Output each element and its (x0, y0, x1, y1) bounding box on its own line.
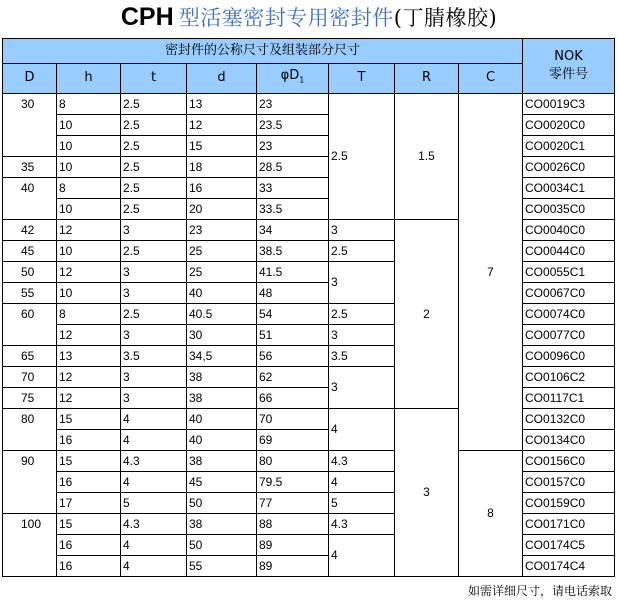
cell-part-number: CO0067C0 (523, 282, 615, 303)
cell-D: 55 (3, 282, 57, 303)
cell-d: 40 (187, 429, 257, 450)
table-row (3, 345, 615, 366)
cell-phiD1: 79.5 (257, 471, 329, 492)
cell-T: 4 (329, 471, 395, 492)
cell-t: 3.5 (121, 345, 187, 366)
cell-d: 50 (187, 534, 257, 555)
table-row (3, 219, 615, 240)
table-row (3, 198, 615, 219)
col-header-phiD1 (257, 64, 329, 94)
cell-h: 12 (57, 219, 121, 240)
seal-dimension-table (2, 38, 615, 577)
cell-part-number: CO0157C0 (523, 471, 615, 492)
cell-phiD1: 66 (257, 387, 329, 408)
footnote: 如需详细尺寸，请电话索取 (467, 584, 612, 598)
table-row (3, 387, 615, 408)
cell-T: 3 (329, 324, 395, 345)
cell-phiD1: 33.5 (257, 198, 329, 219)
cell-d: 38 (187, 366, 257, 387)
cell-phiD1: 41.5 (257, 261, 329, 282)
cell-T: 3 (329, 219, 395, 240)
group-header: 密封件的公称尺寸及组装部分尺寸 (3, 39, 523, 64)
cell-T: 4 (329, 408, 395, 450)
cell-h: 8 (57, 303, 121, 324)
col-header-D: D (3, 64, 57, 94)
cell-phiD1: 23 (257, 93, 329, 114)
phiD1-label: φD (280, 68, 300, 83)
cell-h: 10 (57, 198, 121, 219)
cell-d: 45 (187, 471, 257, 492)
cell-D: 30 (3, 93, 57, 156)
cell-h: 16 (57, 555, 121, 576)
cell-t: 3 (121, 387, 187, 408)
title-type: 型活塞密封专用密封件 (178, 6, 394, 30)
cell-d: 40.5 (187, 303, 257, 324)
cell-h: 10 (57, 114, 121, 135)
cell-T: 3.5 (329, 345, 395, 366)
table-row (3, 240, 615, 261)
cell-part-number: CO0020C1 (523, 135, 615, 156)
cell-phiD1: 70 (257, 408, 329, 429)
cell-phiD1: 89 (257, 534, 329, 555)
col-header-T: T (329, 64, 395, 94)
cell-d: 50 (187, 492, 257, 513)
col-header-R: R (395, 64, 459, 94)
cell-h: 16 (57, 429, 121, 450)
table-row (3, 135, 615, 156)
cell-t: 4 (121, 429, 187, 450)
table-row (3, 366, 615, 387)
cell-phiD1: 80 (257, 450, 329, 471)
cell-h: 10 (57, 156, 121, 177)
cell-T: 3 (329, 261, 395, 303)
cell-D: 100 (3, 513, 57, 576)
cell-h: 15 (57, 513, 121, 534)
table-row (3, 471, 615, 492)
cell-d: 25 (187, 261, 257, 282)
cell-d: 30 (187, 324, 257, 345)
cell-phiD1: 77 (257, 492, 329, 513)
table-row (3, 93, 615, 114)
cell-part-number: CO0159C0 (523, 492, 615, 513)
cell-d: 25 (187, 240, 257, 261)
cell-t: 4.3 (121, 513, 187, 534)
cell-D: 75 (3, 387, 57, 408)
cell-C: 7 (459, 93, 523, 450)
cell-h: 15 (57, 408, 121, 429)
cell-R: 2 (395, 219, 459, 408)
cell-part-number: CO0074C0 (523, 303, 615, 324)
col-header-h: h (57, 64, 121, 94)
cell-T: 2.5 (329, 303, 395, 324)
cell-part-number: CO0026C0 (523, 156, 615, 177)
cell-t: 3 (121, 219, 187, 240)
cell-t: 3 (121, 282, 187, 303)
cell-T: 4.3 (329, 450, 395, 471)
table-row (3, 177, 615, 198)
cell-t: 2.5 (121, 93, 187, 114)
cell-part-number: CO0134C0 (523, 429, 615, 450)
cell-part-number: CO0171C0 (523, 513, 615, 534)
cell-h: 12 (57, 261, 121, 282)
table-row (3, 408, 615, 429)
cell-t: 4 (121, 534, 187, 555)
cell-h: 12 (57, 387, 121, 408)
cell-t: 4.3 (121, 450, 187, 471)
cell-part-number: CO0019C3 (523, 93, 615, 114)
cell-h: 16 (57, 471, 121, 492)
cell-d: 55 (187, 555, 257, 576)
cell-h: 10 (57, 282, 121, 303)
cell-part-number: CO0174C5 (523, 534, 615, 555)
cell-h: 17 (57, 492, 121, 513)
cell-part-number: CO0044C0 (523, 240, 615, 261)
cell-d: 20 (187, 198, 257, 219)
table-row (3, 282, 615, 303)
table-row (3, 303, 615, 324)
cell-phiD1: 88 (257, 513, 329, 534)
table-row (3, 429, 615, 450)
cell-phiD1: 69 (257, 429, 329, 450)
cell-t: 3 (121, 366, 187, 387)
cell-D: 50 (3, 261, 57, 282)
cell-part-number: CO0055C1 (523, 261, 615, 282)
cell-t: 2.5 (121, 114, 187, 135)
cell-part-number: CO0020C0 (523, 114, 615, 135)
page-title (0, 2, 618, 36)
nok-header (523, 39, 615, 94)
cell-h: 8 (57, 177, 121, 198)
cell-R: 1.5 (395, 93, 459, 219)
cell-D: 60 (3, 303, 57, 345)
cell-part-number: CO0040C0 (523, 219, 615, 240)
cell-t: 2.5 (121, 240, 187, 261)
col-header-C: C (459, 64, 523, 94)
cell-T: 4.3 (329, 513, 395, 534)
cell-t: 2.5 (121, 303, 187, 324)
cell-phiD1: 23 (257, 135, 329, 156)
table-row (3, 114, 615, 135)
cell-d: 38 (187, 450, 257, 471)
cell-C: 8 (459, 450, 523, 576)
table-row (3, 555, 615, 576)
cell-phiD1: 38.5 (257, 240, 329, 261)
cell-phiD1: 28.5 (257, 156, 329, 177)
nok-header-line2: 零件号 (549, 66, 589, 82)
cell-h: 10 (57, 240, 121, 261)
cell-T: 4 (329, 534, 395, 576)
cell-t: 2.5 (121, 198, 187, 219)
cell-part-number: CO0156C0 (523, 450, 615, 471)
cell-part-number: CO0034C1 (523, 177, 615, 198)
cell-h: 12 (57, 366, 121, 387)
cell-d: 40 (187, 282, 257, 303)
cell-d: 16 (187, 177, 257, 198)
cell-part-number: CO0096C0 (523, 345, 615, 366)
cell-phiD1: 54 (257, 303, 329, 324)
cell-d: 18 (187, 156, 257, 177)
cell-d: 40 (187, 408, 257, 429)
cell-phiD1: 33 (257, 177, 329, 198)
cell-T: 2.5 (329, 240, 395, 261)
cell-d: 34,5 (187, 345, 257, 366)
cell-t: 3 (121, 261, 187, 282)
cell-d: 23 (187, 219, 257, 240)
col-header-t: t (121, 64, 187, 94)
cell-h: 16 (57, 534, 121, 555)
cell-t: 2.5 (121, 156, 187, 177)
nok-header-line1: NOK (554, 48, 583, 64)
title-material: (丁腈橡胶) (393, 6, 498, 30)
cell-D: 35 (3, 156, 57, 177)
cell-h: 8 (57, 93, 121, 114)
cell-h: 10 (57, 135, 121, 156)
cell-D: 42 (3, 219, 57, 240)
cell-phiD1: 34 (257, 219, 329, 240)
cell-phiD1: 23.5 (257, 114, 329, 135)
table-row (3, 513, 615, 534)
cell-part-number: CO0106C2 (523, 366, 615, 387)
cell-D: 90 (3, 450, 57, 513)
cell-D: 40 (3, 177, 57, 219)
cell-t: 2.5 (121, 135, 187, 156)
cell-t: 4 (121, 555, 187, 576)
title-code: CPH (120, 3, 174, 31)
cell-D: 65 (3, 345, 57, 366)
cell-t: 3 (121, 324, 187, 345)
cell-d: 15 (187, 135, 257, 156)
cell-phiD1: 89 (257, 555, 329, 576)
cell-T: 3 (329, 366, 395, 408)
cell-phiD1: 56 (257, 345, 329, 366)
cell-phiD1: 62 (257, 366, 329, 387)
cell-part-number: CO0132C0 (523, 408, 615, 429)
cell-phiD1: 48 (257, 282, 329, 303)
cell-d: 13 (187, 93, 257, 114)
table-row (3, 156, 615, 177)
table-row (3, 492, 615, 513)
cell-t: 4 (121, 408, 187, 429)
cell-part-number: CO0117C1 (523, 387, 615, 408)
cell-T: 5 (329, 492, 395, 513)
cell-h: 12 (57, 324, 121, 345)
table-row (3, 450, 615, 471)
table-row (3, 534, 615, 555)
cell-part-number: CO0174C4 (523, 555, 615, 576)
cell-h: 15 (57, 450, 121, 471)
cell-d: 12 (187, 114, 257, 135)
cell-D: 70 (3, 366, 57, 387)
cell-t: 5 (121, 492, 187, 513)
cell-D: 45 (3, 240, 57, 261)
cell-part-number: CO0035C0 (523, 198, 615, 219)
table-row (3, 261, 615, 282)
phiD1-subscript: 1 (299, 75, 305, 85)
cell-t: 2.5 (121, 177, 187, 198)
cell-phiD1: 51 (257, 324, 329, 345)
cell-h: 13 (57, 345, 121, 366)
cell-d: 38 (187, 387, 257, 408)
cell-R: 3 (395, 408, 459, 576)
cell-part-number: CO0077C0 (523, 324, 615, 345)
cell-T: 2.5 (329, 93, 395, 219)
cell-d: 38 (187, 513, 257, 534)
cell-D: 80 (3, 408, 57, 450)
col-header-d: d (187, 64, 257, 94)
table-row (3, 324, 615, 345)
cell-t: 4 (121, 471, 187, 492)
